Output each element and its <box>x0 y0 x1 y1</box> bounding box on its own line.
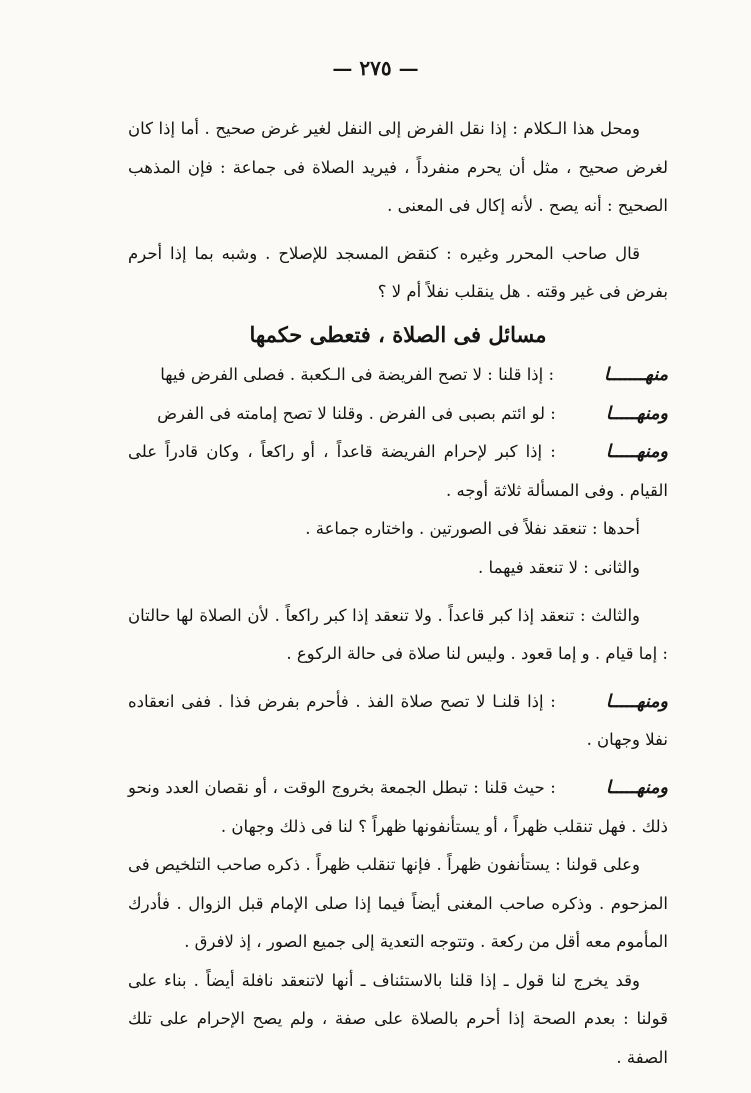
paragraph-istinaf: وعلى قولنا : يستأنفون ظهراً . فإنها تنقلب ظهراً . ذكره صاحب التلخيص فى المزحوم . وذكره صاحب المغنى أيضاً فيما إذا صلى الإمام قبل الزوال . فأدرك المأموم معه أقل من ركعة . وتتوجه التعدية إلى جميع الصور ، إذ لافرق . <box>128 855 668 952</box>
issue-text: : لو ائتم بصبى فى الفرض . وقلنا لا تصح إمامته فى الفرض <box>157 403 556 423</box>
section-heading: مسائل فى الصلاة ، فتعطى حكمها <box>249 321 547 347</box>
issue-label: ومنهـــــا <box>605 691 668 712</box>
issue-text: : حيث قلنا : تبطل الجمعة بخروج الوقت ، أو نقصان العدد ونحو ذلك . فهل تنقلب ظهراً ، أو يستأنفونها ظهراً ؟ لنا فى ذلك وجهان . <box>128 777 668 836</box>
issue-text: : إذا قلنـا لا تصح صلاة الفذ . فأحرم بفرض فذا . ففى انعقاده نفلا وجهان . <box>128 691 668 750</box>
view-3: والثالث : تنعقد إذا كبر قاعداً . ولا تنعقد إذا كبر راكعاً . لأن الصلاة لها حالتان : إما قيام . و إما قعود . وليس لنا صلاة فى حالة الركوع . <box>128 605 668 664</box>
issue-5 <box>128 769 668 846</box>
issue-label: ومنهـــــا <box>605 777 668 798</box>
paragraph-muharrir: قال صاحب المحرر وغيره : كنقض المسجد للإصلاح . وشبه بما إذا أحرم بفرض فى غير وقته . هل ينقلب نفلاً أم لا ؟ <box>128 243 668 302</box>
issue-1 <box>128 356 668 395</box>
issue-label: ومنهـــــا <box>605 403 668 424</box>
issue-text: : إذا كبر لإحرام الفريضة قاعداً ، أو راكعاً ، وكان قادراً على القيام . وفى المسألة ثلاثة أوجه . <box>128 442 668 500</box>
paragraph-context: ومحل هذا الـكلام : إذا نقل الفرض إلى النفل لغير غرض صحيح . أما إذا كان لغرض صحيح ، مثل أن يحرم منفرداً ، فيريد الصلاة فى جماعة : فإن المذهب الصحيح : أنه يصح . لأنه إكال فى المعنى . <box>128 119 668 216</box>
view-1: أحدها : تنعقد نفلاً فى الصورتين . واختاره جماعة . <box>305 519 640 539</box>
issue-label: منهـــــــا <box>604 364 668 385</box>
page-number: — ٢٧٥ — <box>332 56 419 80</box>
issue-label: ومنهـــــا <box>605 442 668 463</box>
issue-3 <box>128 433 668 510</box>
paragraph-takhrij: وقد يخرج لنا قول ـ إذا قلنا بالاستئناف ـ أنها لاتنعقد نافلة أيضاً . بناء على قولنا : بعدم الصحة إذا أحرم بالصلاة على صفة ، ولم يصح الإحرام على تلك الصفة . <box>128 970 668 1068</box>
view-2: والثانى : لا تنعقد فيهما . <box>478 557 640 577</box>
page-body <box>128 110 668 1078</box>
issue-4 <box>128 683 668 760</box>
issue-2 <box>128 395 668 434</box>
issue-text: : إذا قلنا : لا تصح الفريضة فى الـكعبة . فصلى الفرض فيها <box>160 364 555 384</box>
